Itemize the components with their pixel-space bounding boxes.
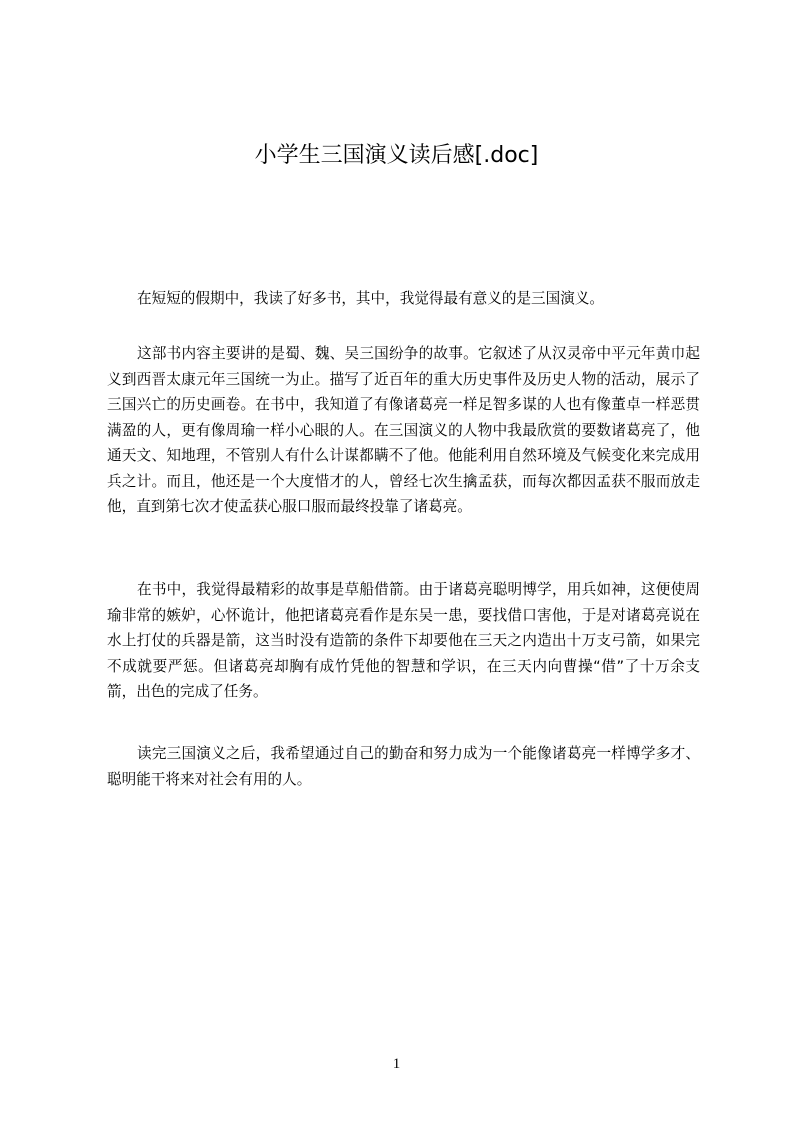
- paragraph-book-summary: 这部书内容主要讲的是蜀、魏、吴三国纷争的故事。它叙述了从汉灵帝中平元年黄巾起义到西晋太康元年三国统一为止。描写了近百年的重大历史事件及历史人物的活动，展示了三国兴亡的历史画卷。在书中，我知道了有像诸葛亮一样足智多谋的人也有像董卓一样恶贯满盈的人，更有像周瑜一样小心眼的人。在三国演义的人物中我最欣赏的要数诸葛亮了，他通天文、知地理，不管别人有什么计谋都瞒不了他。他能利用自然环境及气候变化来完成用兵之计。而且，他还是一个大度惜才的人，曾经七次生擒孟获，而每次都因孟获不服而放走他，直到第七次才使孟获心服口服而最终投靠了诸葛亮。: [107, 345, 700, 515]
- paragraph-conclusion: 读完三国演义之后，我希望通过自己的勤奋和努力成为一个能像诸葛亮一样博学多才、聪明能干将来对社会有用的人。: [107, 745, 700, 788]
- page-number: 1: [392, 1056, 401, 1072]
- paragraph-intro: 在短短的假期中，我读了好多书，其中，我觉得最有意义的是三国演义。: [137, 290, 605, 307]
- document-title: 小学生三国演义读后感[.doc]: [254, 143, 539, 168]
- paragraph-favorite-story: 在书中，我觉得最精彩的故事是草船借箭。由于诸葛亮聪明博学，用兵如神，这便使周瑜非常的嫉妒，心怀诡计，他把诸葛亮看作是东吴一患，要找借口害他，于是对诸葛亮说在水上打仗的兵器是箭，这当时没有造箭的条件下却要他在三天之内造出十万支弓箭，如果完不成就要严惩。但诸葛亮却胸有成竹凭他的智慧和学识，在三天内向曹操“借”了十万余支箭，出色的完成了任务。: [107, 581, 700, 700]
